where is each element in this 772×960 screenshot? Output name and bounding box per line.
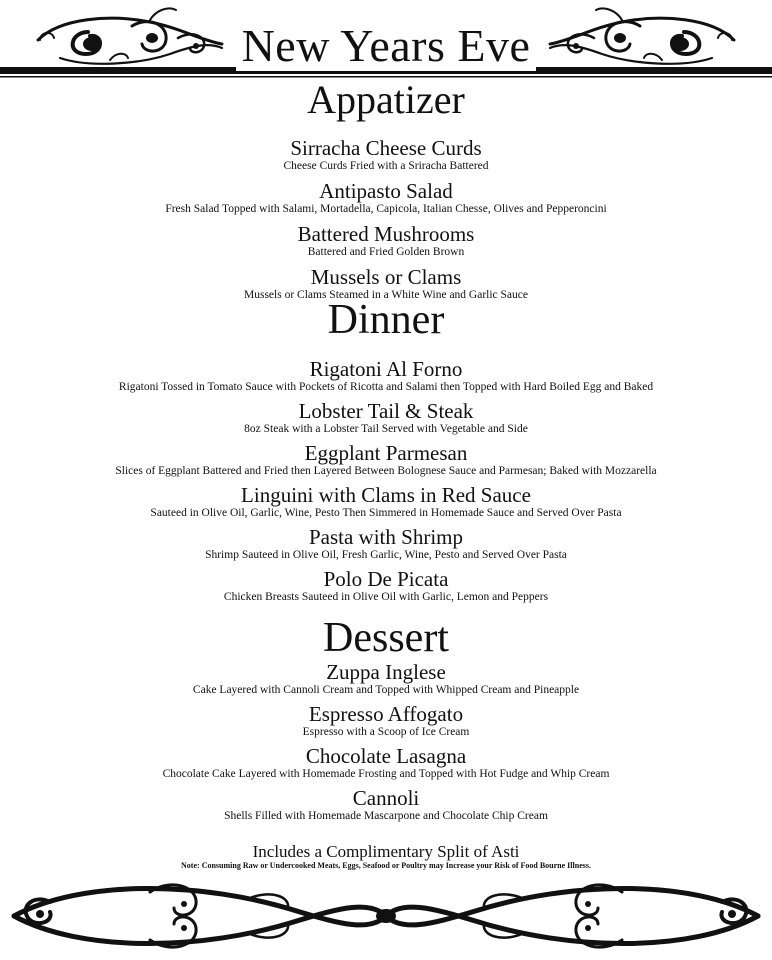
menu-item [0, 661, 772, 697]
item-description: Espresso with a Scoop of Ice Cream [302, 726, 470, 738]
item-description: Chocolate Cake Layered with Homemade Frosting and Topped with Hot Fudge and Whip Cream [162, 768, 610, 780]
menu-item [0, 223, 772, 259]
item-description: Shrimp Sauteed in Olive Oil, Fresh Garlic, Wine, Pesto and Served Over Pasta [205, 549, 567, 561]
menu-item [0, 400, 772, 436]
item-description: Shells Filled with Homemade Mascarpone and Chocolate Chip Cream [224, 810, 548, 822]
item-name: Lobster Tail & Steak [298, 399, 474, 423]
menu-item [0, 180, 772, 216]
header [0, 0, 772, 82]
item-description: Chicken Breasts Sauteed in Olive Oil with Garlic, Lemon and Peppers [223, 591, 549, 603]
menu-item [0, 137, 772, 173]
item-name: Chocolate Lasagna [305, 744, 467, 768]
menu-item [0, 745, 772, 781]
item-description: Cake Layered with Cannoli Cream and Topped with Whipped Cream and Pineapple [192, 684, 580, 696]
menu-item [0, 787, 772, 823]
page-title: New Years Eve [0, 18, 772, 74]
item-name: Pasta with Shrimp [308, 525, 463, 549]
menu-item [0, 442, 772, 478]
menu-item [0, 358, 772, 394]
item-description: Mussels or Clams Steamed in a White Wine and Garlic Sauce [244, 289, 528, 301]
health-warning: Note: Consuming Raw or Undercooked Meats, Eggs, Seafood or Poultry may Increase your Risk of Food Bourne Illness. [181, 861, 591, 870]
menu-item [0, 484, 772, 520]
bottom-flourish [0, 872, 772, 960]
item-name: Linguini with Clams in Red Sauce [241, 483, 531, 507]
item-description: 8oz Steak with a Lobster Tail Served with Vegetable and Side [244, 423, 528, 435]
menu-item [0, 526, 772, 562]
appetizer-list [0, 137, 772, 302]
complimentary-note: Includes a Complimentary Split of Asti [252, 842, 520, 861]
menu-item [0, 703, 772, 739]
dinner-list [0, 358, 772, 604]
item-name: Sirracha Cheese Curds [290, 136, 482, 160]
item-name: Eggplant Parmesan [304, 441, 468, 465]
item-name: Rigatoni Al Forno [309, 357, 463, 381]
item-name: Antipasto Salad [319, 179, 453, 203]
item-name: Cannoli [352, 786, 420, 810]
item-description: Slices of Eggplant Battered and Fried then Layered Between Bolognese Sauce and Parmesan; Baked with Mozzarella [115, 465, 657, 477]
item-name: Zuppa Inglese [326, 660, 446, 684]
item-description: Battered and Fried Golden Brown [307, 246, 465, 258]
section-heading-dinner: Dinner [327, 297, 445, 343]
section-heading-appetizer: Appatizer [307, 77, 465, 122]
item-name: Mussels or Clams [310, 265, 462, 289]
item-name: Espresso Affogato [308, 702, 464, 726]
item-description: Sauteed in Olive Oil, Garlic, Wine, Pesto Then Simmered in Homemade Sauce and Served Over Pasta [150, 507, 622, 519]
item-description: Fresh Salad Topped with Salami, Mortadella, Capicola, Italian Chesse, Olives and Pepperoncini [165, 203, 607, 215]
item-name: Polo De Picata [323, 567, 449, 591]
item-description: Rigatoni Tossed in Tomato Sauce with Pockets of Ricotta and Salami then Topped with Hard Boiled Egg and Baked [118, 381, 654, 393]
dessert-list [0, 661, 772, 823]
menu-item [0, 568, 772, 604]
item-name: Battered Mushrooms [297, 222, 475, 246]
section-heading-dessert: Dessert [323, 615, 449, 661]
item-description: Cheese Curds Fried with a Sriracha Battered [283, 160, 489, 172]
